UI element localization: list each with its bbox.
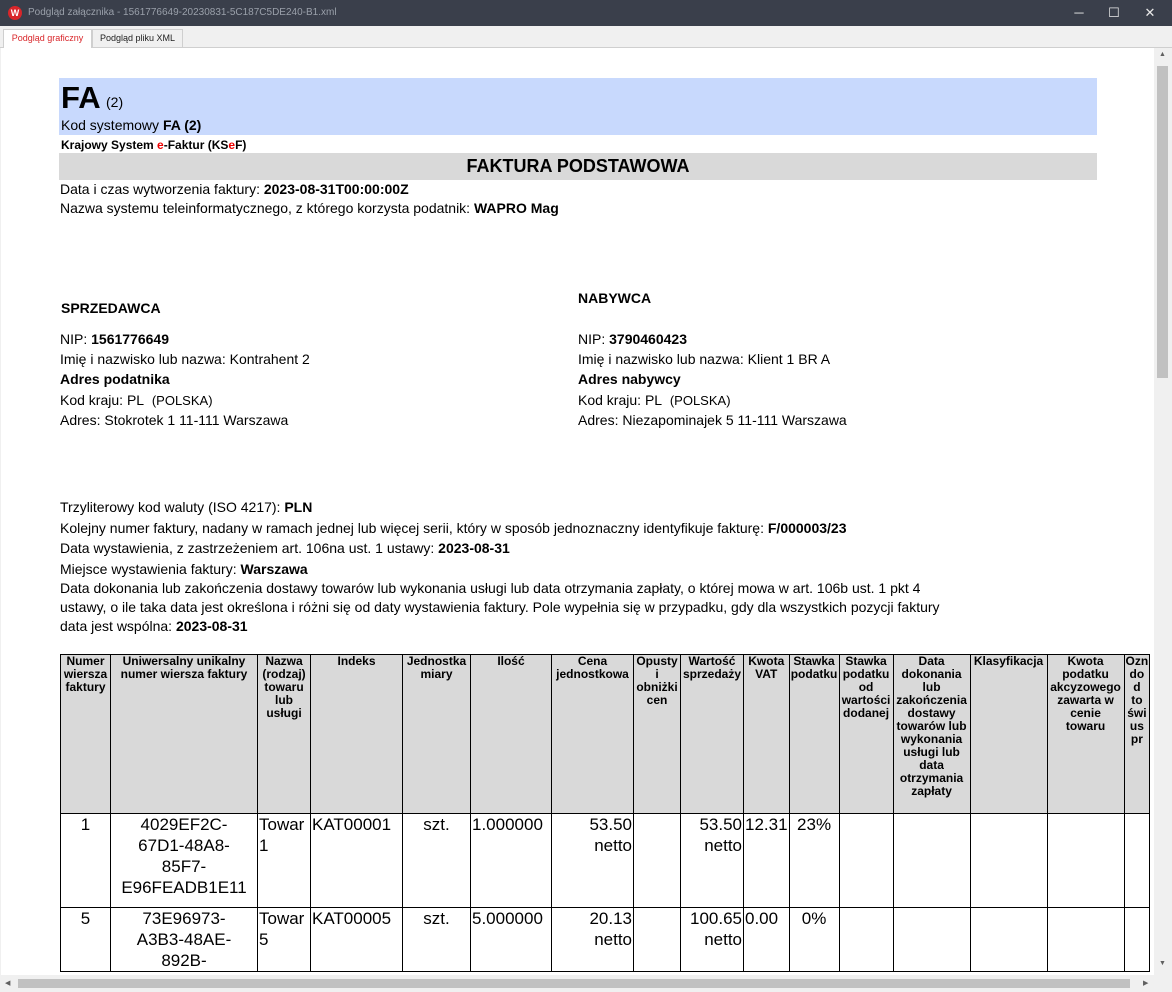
seller-name: Imię i nazwisko lub nazwa: Kontrahent 2: [60, 351, 310, 367]
table-row: [61, 814, 1150, 908]
cell-empty: [839, 908, 893, 972]
cell-lp: 1: [61, 814, 111, 908]
window-title: Podgląd załącznika - 1561776649-20230831-5C187C5DE240-B1.xml: [28, 7, 337, 18]
buyer-name: Imię i nazwisko lub nazwa: Klient 1 BR A: [578, 351, 831, 367]
cell-discount: [634, 908, 681, 972]
scroll-corner: [1154, 975, 1172, 992]
column-header: Ozn do d to świ us pr: [1124, 655, 1150, 814]
ksef-label: Krajowy System e-Faktur (KSeF): [61, 138, 247, 152]
column-header: Kwota VAT: [744, 655, 790, 814]
cell-vat: 0.00: [744, 908, 790, 972]
cell-price: 20.13 netto: [552, 908, 634, 972]
cell-name: Towar 5: [258, 908, 311, 972]
delivery-line-1: Data dokonania lub zakończenia dostawy towarów lub wykonania usługi lub data otrzymania zapłaty, o której mowa w art. 106b ust. 1 pkt 4: [60, 580, 921, 596]
cell-uu_id: 73E96973- A3B3-48AE- 892B-: [111, 908, 258, 972]
column-header: Indeks: [311, 655, 403, 814]
issue-place-line: Miejsce wystawienia faktury: Warszawa: [60, 561, 308, 577]
cell-qty: 5.000000: [471, 908, 552, 972]
vertical-scroll-thumb[interactable]: [1157, 66, 1168, 378]
cell-empty: [1047, 814, 1124, 908]
cell-lp: 5: [61, 908, 111, 972]
tab-bar: [0, 26, 1172, 48]
document-viewport[interactable]: [1, 48, 1154, 975]
scroll-right-icon[interactable]: ▶: [1143, 980, 1149, 987]
app-logo-icon: W: [8, 6, 22, 20]
scroll-up-icon[interactable]: ▲: [1159, 51, 1166, 58]
column-header: Numer wiersza faktury: [61, 655, 111, 814]
horizontal-scroll-thumb[interactable]: [18, 979, 1130, 988]
buyer-country: Kod kraju: PL (POLSKA): [578, 392, 731, 408]
table-row: [61, 908, 1150, 972]
column-header: Ilość: [471, 655, 552, 814]
cell-empty: [970, 814, 1047, 908]
document-title: FAKTURA PODSTAWOWA: [466, 156, 690, 176]
maximize-button[interactable]: ☐: [1108, 5, 1120, 20]
cell-rate: 23%: [789, 814, 839, 908]
column-header: Klasyfikacja: [970, 655, 1047, 814]
seller-address: Adres: Stokrotek 1 11-111 Warszawa: [60, 412, 289, 428]
delivery-line-3: data jest wspólna: 2023-08-31: [60, 618, 248, 634]
cell-empty: [1124, 908, 1150, 972]
buyer-heading: NABYWCA: [578, 290, 652, 306]
column-header: Jednostka miary: [403, 655, 471, 814]
cell-index: KAT00001: [311, 814, 403, 908]
cell-empty: [1124, 814, 1150, 908]
system-name-line: Nazwa systemu teleinformatycznego, z którego korzysta podatnik: WAPRO Mag: [60, 200, 559, 216]
cell-empty: [1047, 908, 1124, 972]
seller-heading: SPRZEDAWCA: [61, 300, 161, 316]
column-header: Opusty i obniżki cen: [634, 655, 681, 814]
system-code-label: Kod systemowy: [61, 117, 160, 133]
column-header: Uniwersalny unikalny numer wiersza faktury: [111, 655, 258, 814]
cell-empty: [893, 814, 970, 908]
close-button[interactable]: ✕: [1144, 5, 1156, 20]
cell-unit: szt.: [403, 908, 471, 972]
delivery-line-2: ustawy, o ile taka data jest określona i różni się od daty wystawienia faktury. Pole wypełnia się w przypadku, gdy dla wszystkich pozycji faktury: [60, 599, 940, 615]
column-header: Nazwa (rodzaj) towaru lub usługi: [258, 655, 311, 814]
column-header: Stawka podatku od wartości dodanej: [839, 655, 893, 814]
buyer-nip: NIP: 3790460423: [578, 331, 687, 347]
column-header: Wartość sprzedaży: [681, 655, 744, 814]
header-box: [59, 78, 1097, 135]
cell-vat: 12.31: [744, 814, 790, 908]
form-variant: (2): [106, 94, 124, 110]
cell-value: 53.50 netto: [681, 814, 744, 908]
minimize-button[interactable]: ─: [1074, 5, 1084, 20]
scroll-down-icon[interactable]: ▼: [1159, 960, 1166, 967]
currency-line: Trzyliterowy kod waluty (ISO 4217): PLN: [60, 499, 313, 515]
cell-empty: [893, 908, 970, 972]
seller-nip: NIP: 1561776649: [60, 331, 169, 347]
column-header: Data dokonania lub zakończenia dostawy towarów lub wykonania usługi lub data otrzymania zapłaty: [893, 655, 970, 814]
cell-empty: [839, 814, 893, 908]
issue-date-line: Data wystawienia, z zastrzeżeniem art. 106na ust. 1 ustawy: 2023-08-31: [60, 540, 510, 556]
invoice-items-table: [60, 654, 1150, 972]
column-header: Stawka podatku: [789, 655, 839, 814]
invoice-number-line: Kolejny numer faktury, nadany w ramach jednej lub więcej serii, który w sposób jednoznaczny identyfikuje fakturę: F/000003/23: [60, 520, 847, 536]
cell-rate: 0%: [789, 908, 839, 972]
created-value: 2023-08-31T00:00:00Z: [263, 181, 409, 197]
scroll-left-icon[interactable]: ◀: [5, 980, 11, 987]
cell-qty: 1.000000: [471, 814, 552, 908]
column-header: Cena jednostkowa: [552, 655, 634, 814]
seller-country: Kod kraju: PL (POLSKA): [60, 392, 213, 408]
buyer-address-heading: Adres nabywcy: [578, 371, 681, 387]
system-code-value: FA (2): [162, 117, 202, 133]
cell-value: 100.65 netto: [681, 908, 744, 972]
cell-index: KAT00005: [311, 908, 403, 972]
cell-uu_id: 4029EF2C- 67D1-48A8- 85F7- E96FEADB1E11: [111, 814, 258, 908]
cell-empty: [970, 908, 1047, 972]
table-header-row: [61, 655, 1150, 814]
window-titlebar: [0, 0, 1172, 26]
cell-discount: [634, 814, 681, 908]
seller-address-heading: Adres podatnika: [60, 371, 170, 387]
form-code: FA: [61, 80, 101, 115]
tab-xml-preview[interactable]: Podgląd pliku XML: [92, 29, 183, 47]
buyer-address: Adres: Niezapominajek 5 11-111 Warszawa: [578, 412, 847, 428]
system-code: [61, 117, 201, 133]
system-name-value: WAPRO Mag: [473, 200, 559, 216]
column-header: Kwota podatku akcyzowego zawarta w cenie towaru: [1047, 655, 1124, 814]
cell-name: Towar 1: [258, 814, 311, 908]
cell-price: 53.50 netto: [552, 814, 634, 908]
cell-unit: szt.: [403, 814, 471, 908]
tab-graphic-preview[interactable]: Podgląd graficzny: [3, 29, 92, 48]
created-line: Data i czas wytworzenia faktury: 2023-08-31T00:00:00Z: [60, 181, 409, 197]
